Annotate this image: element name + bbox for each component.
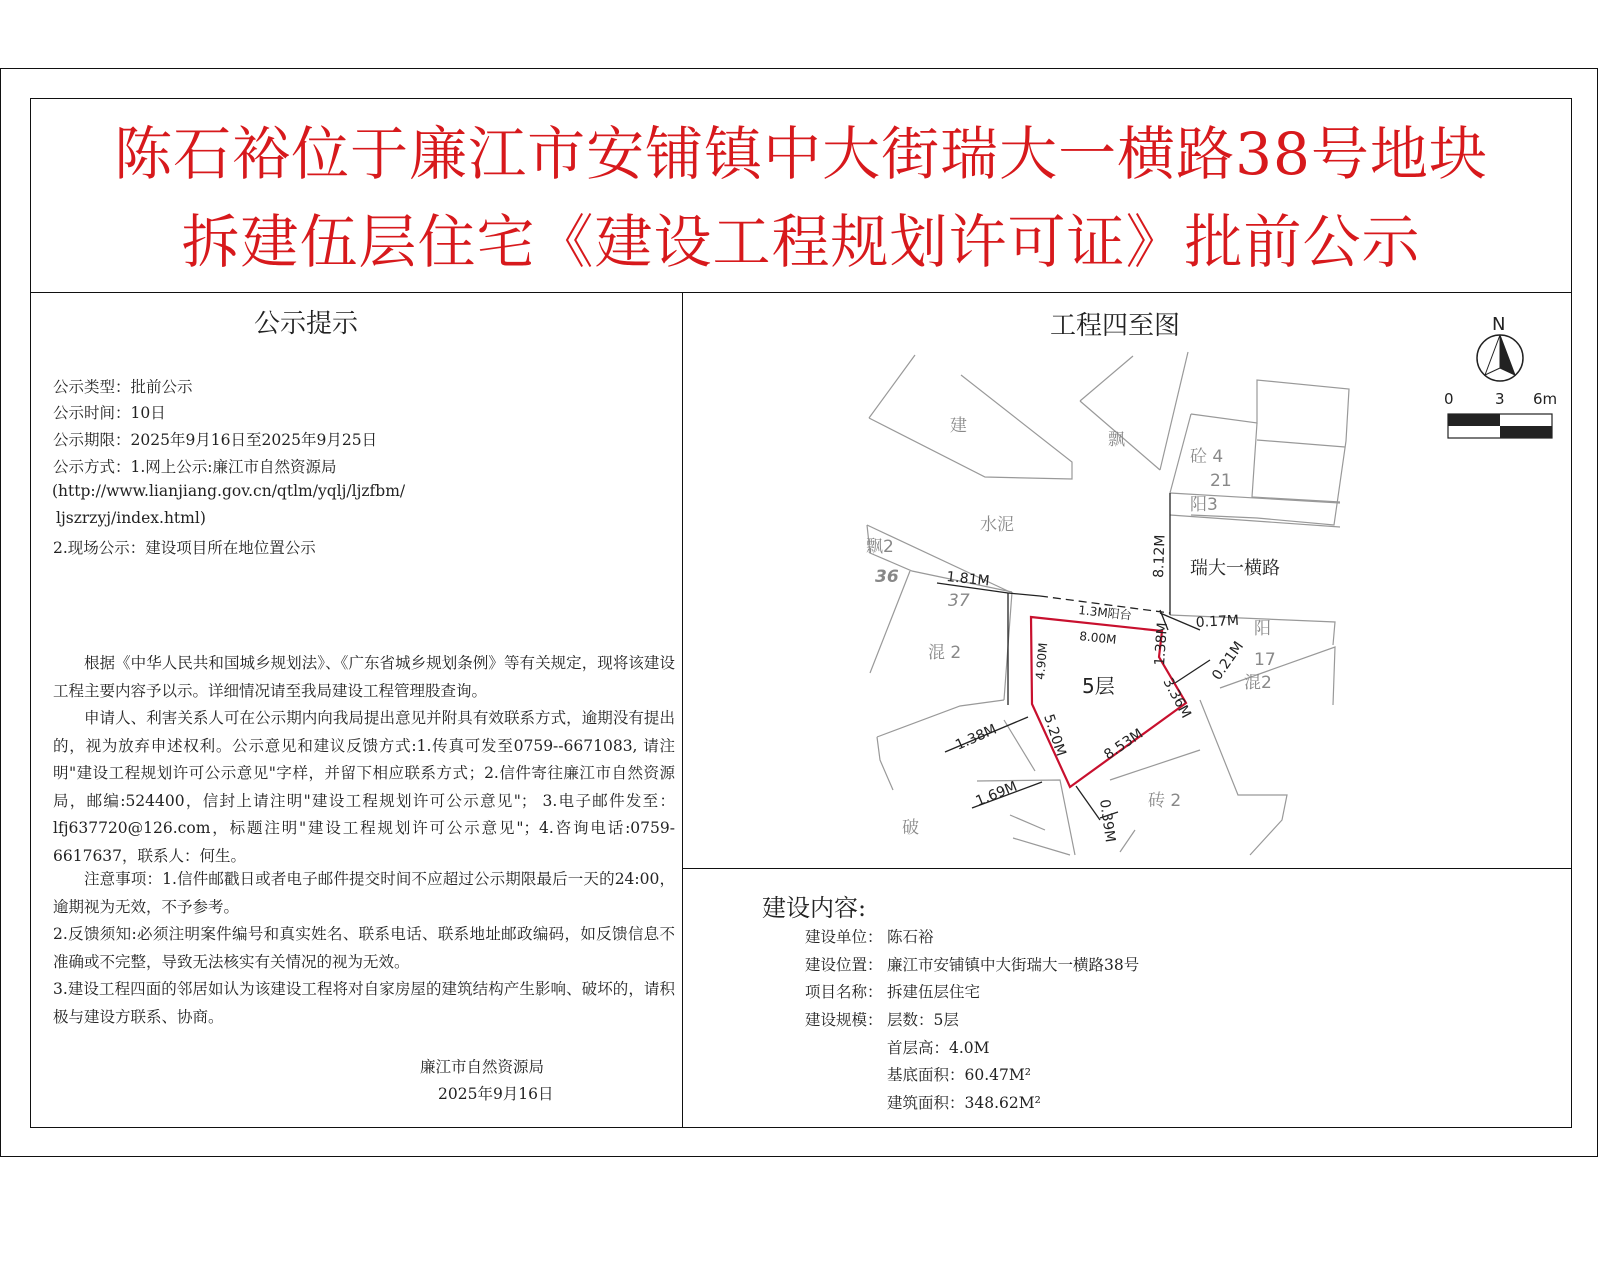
label-floors: 5层 (1082, 674, 1115, 698)
dim-1-81: 1.81M (945, 569, 991, 590)
notice-paragraph-requirements: 2.反馈须知:必须注明案件编号和真实姓名、联系电话、联系地址邮政编码，如反馈信息不准确或不完整，导致无法核实有关情况的视为无效。 (53, 925, 675, 971)
label-hun2a: 混2 (1244, 673, 1272, 693)
scale-label-3: 3 (1495, 390, 1505, 408)
scale-label: 建设规模： (805, 1011, 883, 1029)
location-label: 建设位置： (805, 956, 883, 974)
label-piao1: 飘 (1108, 430, 1125, 450)
scale-label-6m: 6m (1533, 390, 1558, 408)
notice-period: 公示期限：2025年9月16日至2025年9月25日 (53, 431, 378, 449)
location-value: 廉江市安铺镇中大街瑞大一横路38号 (887, 956, 1140, 974)
dim-1-69: 1.69M (973, 778, 1020, 810)
label-yang: 阳 (1254, 619, 1271, 639)
map-heading: 工程四至图 (1050, 311, 1181, 341)
dim-0-21: 0.21M (1209, 638, 1248, 684)
total-area: 建筑面积：348.62M² (887, 1094, 1041, 1112)
north-label: N (1492, 314, 1506, 335)
notice-title-line2: 拆建伍层住宅《建设工程规划许可证》批前公示 (181, 208, 1421, 276)
label-shuini: 水泥 (980, 515, 1014, 535)
issue-date: 2025年9月16日 (438, 1085, 554, 1103)
first-floor-height: 首层高：4.0M (887, 1039, 990, 1057)
label-hun2b: 混 2 (928, 643, 962, 663)
notice-heading: 公示提示 (254, 309, 359, 339)
notice-paragraph-neighbors: 3.建设工程四面的邻居如认为该建设工程将对自家房屋的建筑结构产生影响、破坏的，请积极与建设方联系、协商。 (53, 980, 675, 1026)
issuing-org: 廉江市自然资源局 (420, 1058, 545, 1076)
dim-1-3-balcony: 1.3M阳台 (1077, 603, 1133, 623)
label-tong4: 砼 4 (1190, 447, 1224, 467)
content-heading: 建设内容: (762, 894, 867, 922)
label-jian: 建 (950, 416, 967, 436)
dim-3-36: 3.36M (1159, 675, 1194, 722)
label-zhuan2: 砖 2 (1148, 791, 1182, 811)
label-36: 36 (875, 567, 899, 587)
dim-8-12: 8.12M (1151, 534, 1169, 579)
notice-paragraph-feedback: 申请人、利害关系人可在公示期内向我局提出意见并附具有效联系方式，逾期没有提出的，视为放弃申述权利。公示意见和建议反馈方式:1.传真可发至0759--6671083, 请注明"建设工程规划许可公示意见"字样，并留下相应联系方式；2.信件寄往廉江市自然资源局，邮编:524400，信封上请注明"建设工程规划许可公示意见"； 3.电子邮件发至：lfj637720@126.com，标题注明"建设工程规划许可公示意见"；4.咨询电话:0759-6617637，联系人：何生。 (53, 709, 675, 865)
floors-value: 层数：5层 (887, 1011, 959, 1029)
label-road: 瑞大一横路 (1190, 558, 1280, 579)
project-name-label: 项目名称： (805, 983, 883, 1001)
notice-url-line2[interactable]: ljszrzyj/index.html) (56, 509, 206, 527)
notice-paragraph-basis: 根据《中华人民共和国城乡规划法》、《广东省城乡规划条例》等有关规定，现将该建设工程主要内容予以示。详细情况请至我局建设工程管理股查询。 (53, 654, 675, 700)
dim-0-17: 0.17M (1195, 612, 1240, 631)
dim-5-20: 5.20M (1040, 712, 1069, 759)
unit-label: 建设单位： (805, 928, 883, 946)
notice-duration: 公示时间：10日 (53, 404, 166, 422)
dim-8-00: 8.00M (1078, 629, 1118, 647)
notice-onsite: 2.现场公示：建设项目所在地位置公示 (53, 539, 316, 557)
notice-method: 公示方式：1.网上公示:廉江市自然资源局 (53, 458, 337, 476)
notice-title-line1: 陈石裕位于廉江市安铺镇中大街瑞大一横路38号地块 (114, 120, 1488, 188)
label-yang3: 阳3 (1190, 495, 1218, 515)
dim-1-38-b: 1.38M (953, 721, 1000, 754)
dim-8-53: 8.53M (1101, 725, 1147, 764)
scale-label-0: 0 (1444, 390, 1454, 408)
notice-url-line1[interactable]: (http://www.lianjiang.gov.cn/qtlm/yqlj/ljzfbm/ (52, 482, 406, 500)
dim-1-38-a: 1.38M (1152, 622, 1172, 667)
unit-value: 陈石裕 (887, 928, 934, 946)
dim-0-39: 0.39M (1096, 798, 1118, 844)
map-divider (682, 868, 1572, 869)
dim-4-90: 4.90M (1033, 642, 1051, 681)
base-area: 基底面积：60.47M² (887, 1066, 1031, 1084)
title-divider (30, 292, 1572, 293)
project-name-value: 拆建伍层住宅 (887, 983, 981, 1001)
label-piao2: 飘2 (866, 537, 894, 557)
label-37: 37 (948, 591, 970, 611)
notice-type: 公示类型：批前公示 (53, 378, 193, 396)
label-17: 17 (1254, 650, 1276, 670)
label-po: 破 (902, 818, 919, 838)
notice-paragraph-attention: 注意事项：1.信件邮戳日或者电子邮件提交时间不应超过公示期限最后一天的24:00，逾期视为无效，不予参考。 (53, 870, 675, 916)
column-divider (682, 292, 683, 1128)
label-21: 21 (1210, 471, 1232, 491)
